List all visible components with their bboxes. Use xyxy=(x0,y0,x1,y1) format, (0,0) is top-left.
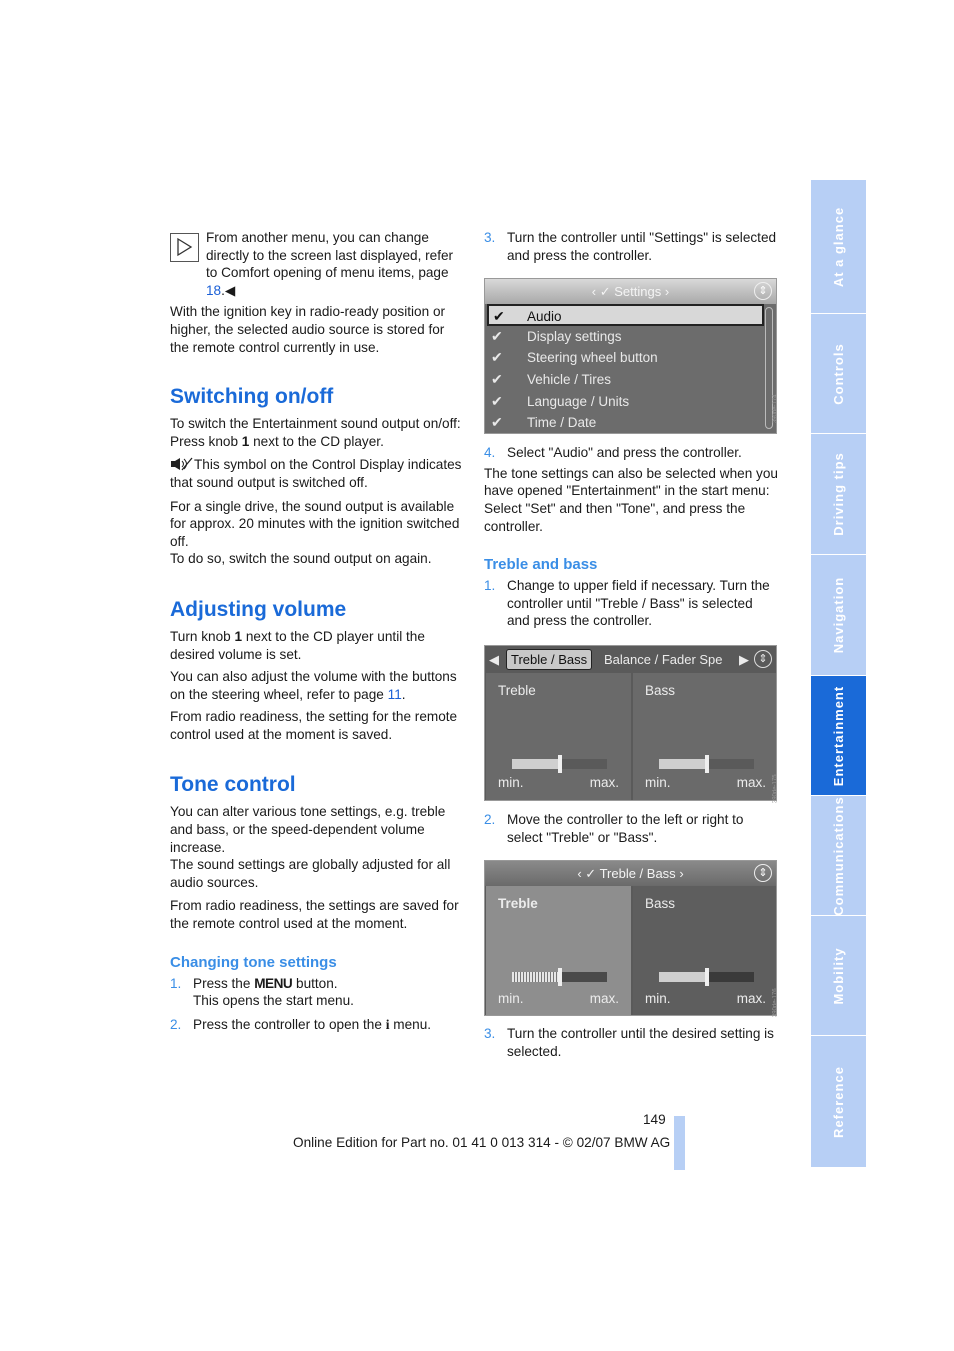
tab-treble-bass[interactable]: Treble / Bass xyxy=(506,649,592,670)
treble-slider-knob[interactable] xyxy=(558,968,562,986)
paragraph-alt-1: The tone settings can also be selected when you have opened "Entertainment" in the start menu: xyxy=(484,465,778,499)
paragraph-single-1: For a single drive, the sound output is available for approx. 20 minutes with the ignition switched off. xyxy=(170,498,460,549)
arrow-left-icon: ‹ ✓ xyxy=(591,284,611,300)
checkmark-icon: ✔ xyxy=(491,414,503,431)
list-item: 1. Change to upper field if necessary. Turn the controller until "Treble / Bass" is selected and press the controller. xyxy=(484,578,770,629)
list-item: 4. Select "Audio" and press the controller. xyxy=(484,445,742,461)
tab-controls[interactable]: Controls xyxy=(811,314,866,434)
tab-header xyxy=(485,646,776,673)
paragraph-volume-2: You can also adjust the volume with the buttons on the steering wheel, refer to page 11. xyxy=(170,669,457,702)
paragraph-tone-3: From radio readiness, the settings are saved for the remote control used at the moment. xyxy=(170,898,459,932)
paragraph-switch-2: Press knob 1 next to the CD player. xyxy=(170,433,384,449)
paragraph-alt-2: Select "Set" and then "Tone", and press the controller. xyxy=(484,500,746,534)
arrow-right-icon: ▶ xyxy=(739,651,749,667)
treble-bass-screen xyxy=(484,645,777,801)
treble-slider[interactable] xyxy=(512,972,607,982)
arrow-right-icon: › xyxy=(679,866,684,882)
note-end-mark: .◀ xyxy=(221,282,236,298)
screen-title: Treble / Bass xyxy=(599,866,676,882)
note-block xyxy=(170,229,462,299)
paragraph-symbol: This symbol on the Control Display indicates that sound output is switched off. xyxy=(170,457,462,490)
note-page-link[interactable]: 18 xyxy=(206,282,222,298)
treble-panel[interactable]: Treble min. max. xyxy=(486,886,631,1015)
checkmark-icon: ✔ xyxy=(491,392,503,409)
paragraph-volume-3: From radio readiness, the setting for the remote control used at the moment is saved. xyxy=(170,709,458,742)
paragraph-ignition: With the ignition key in radio-ready position or higher, the selected audio source is stored for the remote control currently in use. xyxy=(170,304,446,355)
heading-volume: Adjusting volume xyxy=(170,597,347,621)
tab-balance-fader[interactable]: Balance / Fader Spe xyxy=(604,651,723,667)
tab-at-a-glance[interactable]: At a glance xyxy=(811,180,866,314)
screen-header xyxy=(485,861,776,886)
tab-reference[interactable]: Reference xyxy=(811,1036,866,1168)
checkmark-icon: ✔ xyxy=(491,349,503,366)
bass-slider[interactable] xyxy=(659,972,754,982)
left-column xyxy=(170,229,462,1037)
edition-line: Online Edition for Part no. 01 41 0 013 314 - © 02/07 BMW AG xyxy=(293,1135,671,1150)
arrow-right-icon: › xyxy=(664,284,670,300)
bass-panel[interactable]: Bass min. max. xyxy=(633,886,777,1015)
list-item: 2. Press the controller to open the i menu. xyxy=(170,1016,432,1032)
bass-slider-knob[interactable] xyxy=(705,968,709,986)
menu-item-steering[interactable]: ✔ Steering wheel button xyxy=(485,347,776,369)
heading-switching: Switching on/off xyxy=(170,385,334,409)
list-item: 3. Turn the controller until the desired setting is selected. xyxy=(484,1026,774,1059)
changing-steps xyxy=(170,975,462,1034)
image-code-3: 390de-176 xyxy=(772,988,779,1018)
checkmark-icon: ✔ xyxy=(493,308,505,325)
list-item: 2. Move the controller to the left or right to select "Treble" or "Bass". xyxy=(484,811,744,845)
treble-slider-fill xyxy=(512,972,560,982)
list-item: 3. Turn the controller until "Settings" is selected and press the controller. xyxy=(484,230,777,263)
paragraph-volume-1: Turn knob 1 next to the CD player until the desired volume is set. xyxy=(170,628,425,662)
info-key-icon: i xyxy=(385,1016,390,1032)
right-column xyxy=(484,229,778,1064)
bass-panel[interactable]: Bass min. max. xyxy=(633,673,777,800)
page-marker-bar xyxy=(674,1116,685,1170)
scroll-icon: ⇕ xyxy=(754,864,772,882)
menu-item-time[interactable]: ✔ Time / Date xyxy=(485,412,776,434)
menu-key: MENU xyxy=(254,975,293,991)
settings-screen xyxy=(484,278,777,434)
screen-header xyxy=(485,279,776,304)
tab-navigation[interactable]: Navigation xyxy=(811,555,866,676)
heading-treble: Treble and bass xyxy=(484,556,598,574)
arrow-left-icon: ‹ ✓ xyxy=(577,866,597,882)
treble-slider-fill xyxy=(512,759,560,769)
note-triangle-icon xyxy=(170,233,199,262)
volume-page-link[interactable]: 11 xyxy=(387,686,402,702)
checkmark-icon: ✔ xyxy=(491,370,503,387)
note-text: From another menu, you can change directly to the screen last displayed, refer to Comfort opening of menu items, page xyxy=(206,230,454,281)
screen-title: Settings xyxy=(614,284,662,300)
paragraph-single-2: To do so, switch the sound output on again. xyxy=(170,551,432,567)
treble-panel[interactable]: Treble min. max. xyxy=(486,673,631,800)
bass-slider[interactable] xyxy=(659,759,754,769)
heading-changing: Changing tone settings xyxy=(170,953,337,971)
scroll-icon: ⇕ xyxy=(754,282,772,300)
bass-slider-knob[interactable] xyxy=(705,755,709,773)
tab-driving-tips[interactable]: Driving tips xyxy=(811,434,866,555)
paragraph-tone-1: You can alter various tone settings, e.g. treble and bass, or the speed-dependent volume increase. xyxy=(170,804,446,855)
treble-bass-detail-screen xyxy=(484,860,777,1016)
treble-slider[interactable] xyxy=(512,759,607,769)
image-code-2: 390de-175 xyxy=(772,774,779,804)
bass-slider-fill xyxy=(659,972,707,982)
arrow-left-icon: ◀ xyxy=(489,651,499,667)
scroll-icon: ⇕ xyxy=(754,650,772,668)
list-item: 1. Press the MENU button. This opens the start menu. xyxy=(170,975,354,1009)
tab-communications[interactable]: Communications xyxy=(811,796,866,916)
heading-tone: Tone control xyxy=(170,773,296,797)
menu-item-vehicle[interactable]: ✔ Vehicle / Tires xyxy=(485,369,776,391)
treble-slider-knob[interactable] xyxy=(558,755,562,773)
bass-slider-fill xyxy=(659,759,707,769)
sound-off-icon xyxy=(170,457,194,471)
checkmark-icon: ✔ xyxy=(491,327,503,344)
paragraph-tone-2: The sound settings are globally adjusted for all audio sources. xyxy=(170,857,451,890)
menu-item-display[interactable]: ✔ Display settings xyxy=(485,326,776,348)
tab-entertainment[interactable]: Entertainment xyxy=(811,676,866,796)
paragraph-switch-1: To switch the Entertainment sound output on/off: xyxy=(170,416,461,432)
page-number: 149 xyxy=(643,1112,666,1127)
menu-item-audio[interactable]: ✔ Audio xyxy=(487,304,764,326)
image-code-1: 390de-174 xyxy=(772,394,779,424)
menu-item-language[interactable]: ✔ Language / Units xyxy=(485,391,776,413)
tab-mobility[interactable]: Mobility xyxy=(811,916,866,1036)
